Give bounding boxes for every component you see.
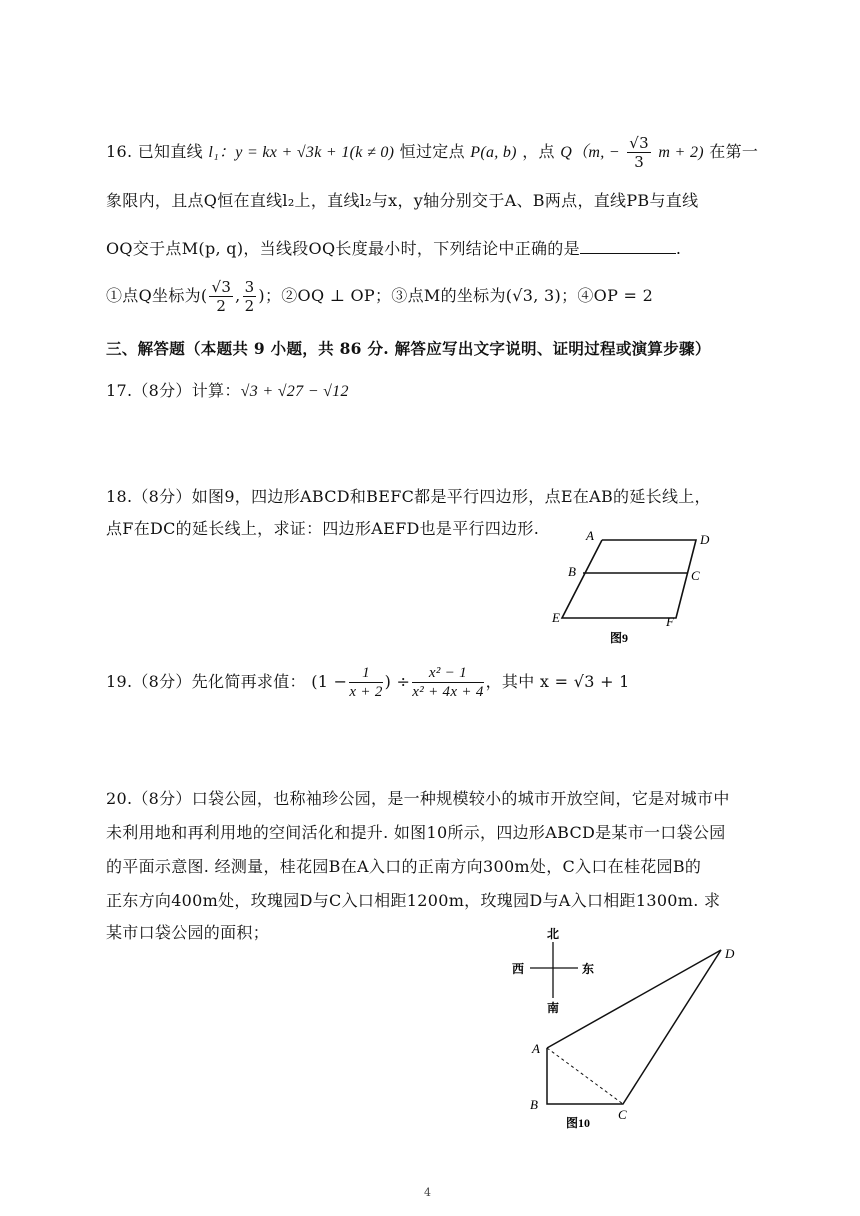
q17: 17.（8分）计算：√3 + √27 − √12	[106, 381, 349, 400]
q16-options: ①点Q坐标为( $\frac{√3}{2}$ , $\frac{3}{2}$ )；②OQ ⊥ OP；③点M的坐标为(√3, 3)；④OP = 2	[106, 278, 654, 315]
compass-south: 南	[547, 1001, 560, 1015]
q16-point-p: P(a, b)	[470, 144, 517, 161]
q16-line2: 象限内，且点Q恒在直线l₂上，直线l₂与x，y轴分别交于A、B两点，直线PB与直线	[106, 191, 699, 210]
q16-fraction: $\frac{√3}{3}$	[629, 134, 649, 171]
q20-line4: 正东方向400m处，玫瑰园D与C入口相距1200m，玫瑰园D与A入口相距1300m. 求	[106, 891, 721, 910]
q16-line1: 16. 已知直线 l₁：y = kx + √3k + 1(k ≠ 0) 恒过定点 P(a, b) ，点 Q（m, − $\frac{√3}{3}$ m + 2) 在第一	[106, 134, 759, 171]
fig10-label-b: B	[530, 1097, 538, 1112]
fig10-label-d: D	[725, 946, 735, 961]
figure-10	[506, 922, 776, 1140]
fig9-label-b: B	[568, 564, 576, 579]
parallelogram-edges	[562, 540, 696, 618]
compass-north: 北	[547, 927, 560, 941]
q20-line5: 某市口袋公园的面积；	[106, 923, 270, 942]
fig9-caption: 图9	[610, 631, 629, 645]
diagonal-ac	[547, 1048, 623, 1104]
q16-line3: OQ交于点M(p, q)，当线段OQ长度最小时，下列结论中正确的是 .	[106, 239, 682, 258]
section-heading: 三、解答题（本题共 9 小题，共 86 分. 解答应写出文字说明、证明过程或演算步骤）	[106, 339, 711, 358]
q16-line-l1: l₁：y = kx + √3k + 1(k ≠ 0)	[208, 144, 395, 161]
q20-line3: 的平面示意图. 经测量，桂花园B在A入口的正南方向300m处，C入口在桂花园B的	[106, 857, 702, 876]
fig10-label-c: C	[618, 1107, 627, 1122]
fig9-label-c: C	[691, 568, 700, 583]
q20-line2: 未利用地和再利用地的空间活化和提升. 如图10所示，四边形ABCD是某市一口袋公园	[106, 823, 726, 842]
compass-west: 西	[512, 962, 525, 976]
page-number: 4	[424, 1186, 431, 1199]
figure-9	[550, 528, 720, 648]
fig9-label-d: D	[700, 532, 710, 547]
q20-line1: 20.（8分）口袋公园，也称袖珍公园，是一种规模较小的城市开放空间，它是对城市中	[106, 789, 730, 808]
quadrilateral-abcd	[547, 950, 721, 1104]
q18-line1: 18.（8分）如图9，四边形ABCD和BEFC都是平行四边形，点E在AB的延长线上，	[106, 487, 711, 506]
q18-line2: 点F在DC的延长线上，求证：四边形AEFD也是平行四边形.	[106, 519, 540, 538]
fig9-label-e: E	[552, 610, 560, 625]
fig9-label-f: F	[666, 614, 674, 629]
q19-fraction-2: $\frac{\text{x² − 1}}{\text{x² + 4x + 4}}$	[412, 665, 484, 700]
compass-east: 东	[582, 962, 595, 976]
q19: 19.（8分）先化简再求值： (1 − $\frac{1}{x + 2}$ ) ÷ $\frac{\text{x² − 1}}{\text{x² + 4x + 4}}$ ，其中 x = √3 + 1	[106, 665, 630, 700]
fig10-caption: 图10	[566, 1116, 591, 1130]
fig9-label-a: A	[586, 528, 594, 543]
q19-fraction-1: $\frac{1}{x + 2}$	[349, 665, 383, 700]
answer-blank[interactable]	[580, 239, 676, 254]
q17-expression: √3 + √27 − √12	[240, 383, 349, 400]
fig10-label-a: A	[532, 1041, 540, 1056]
q16-number: 16.	[106, 142, 133, 161]
